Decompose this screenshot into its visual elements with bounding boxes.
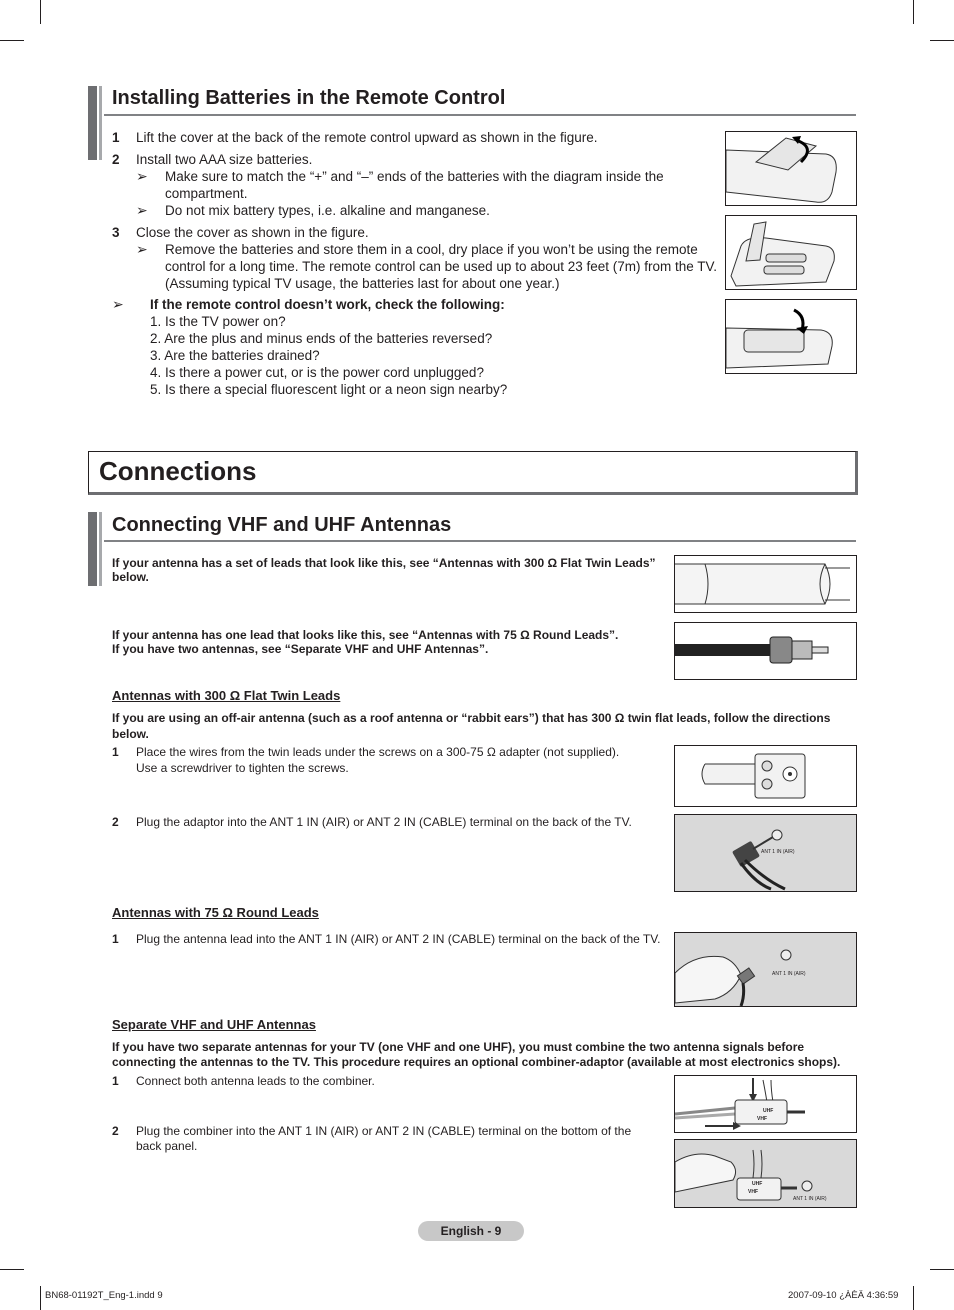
crop-mark [930,40,954,41]
step-number: 3 [112,225,120,240]
step-text: Install two AAA size batteries. [136,152,313,167]
step-number: 1 [112,1074,119,1088]
note-arrow-icon: ➢ [136,241,148,257]
step-number: 2 [112,1124,119,1138]
flat-twin-lead-figure [674,555,857,613]
crop-mark [930,1269,954,1270]
remote-close-cover-figure [725,299,857,374]
crop-mark [40,1286,41,1310]
crop-mark [0,40,24,41]
section-bar [88,86,104,160]
section-heading-antennas: Connecting VHF and UHF Antennas [112,514,452,536]
check-item: 4. Is there a power cut, or is the power cord unplugged? [150,365,484,380]
crop-mark [40,0,41,24]
note-text: control for a long time. The remote control can be used up to about 23 feet (7m) from the TV. [165,259,718,274]
step-text: Use a screwdriver to tighten the screws. [136,761,349,775]
step-text: back panel. [136,1139,198,1153]
separate-desc: If you have two separate antennas for your TV (one VHF and one UHF), you must combine the two antenna signals before [112,1040,805,1054]
step-text: Close the cover as shown in the figure. [136,225,369,240]
note-text: Remove the batteries and store them in a cool, dry place if you won’t be using the remote [165,242,698,257]
subsection-title-flat: Antennas with 300 Ω Flat Twin Leads [112,688,341,703]
intro-text: If you have two antennas, see “Separate VHF and UHF Antennas”. [112,642,489,656]
note-text: Make sure to match the “+” and “–” ends of the batteries with the diagram inside the [165,169,664,184]
flat-desc: below. [112,727,149,741]
subsection-title-round: Antennas with 75 Ω Round Leads [112,905,319,920]
separate-desc: connecting the antennas to the TV. This procedure requires an optional combiner-adaptor (available at most electronics shops). [112,1055,841,1069]
crop-mark [913,1286,914,1310]
flat-desc: If you are using an off-air antenna (such as a roof antenna or “rabbit ears”) that has 300 Ω twin flat leads, follow the directions [112,711,831,725]
step-number: 1 [112,932,119,946]
check-item: 3. Are the batteries drained? [150,348,320,363]
step-text: Plug the antenna lead into the ANT 1 IN (AIR) or ANT 2 IN (CABLE) terminal on the back of the TV. [136,932,661,946]
step-number: 2 [112,815,119,829]
note-arrow-icon: ➢ [136,202,148,218]
crop-mark [0,1269,24,1270]
note-text: compartment. [165,186,248,201]
section-heading-batteries: Installing Batteries in the Remote Control [112,87,506,109]
step-text: Plug the adaptor into the ANT 1 IN (AIR) or ANT 2 IN (CABLE) terminal on the back of the TV. [136,815,632,829]
note-arrow-icon: ➢ [112,296,124,312]
footer-filename: BN68-01192T_Eng-1.indd 9 [45,1290,163,1301]
step-text: Lift the cover at the back of the remote control upward as shown in the figure. [136,130,598,145]
check-item: 2. Are the plus and minus ends of the batteries reversed? [150,331,493,346]
adapter-screws-figure [674,745,857,807]
uhf-label: UHF [763,1108,774,1114]
adapter-to-tv-figure [674,814,857,892]
vhf-label: VHF [757,1116,767,1122]
subsection-title-separate: Separate VHF and UHF Antennas [112,1017,316,1032]
chapter-title: Connections [99,456,257,486]
remote-batteries-figure [725,215,857,290]
round-lead-figure [674,622,857,680]
terminal-label: ANT 1 IN (AIR) [793,1196,827,1202]
combiner-figure [674,1075,857,1133]
check-item: 5. Is there a special fluorescent light or a neon sign nearby? [150,382,508,397]
crop-mark [913,0,914,24]
vhf-label: VHF [748,1189,758,1195]
intro-text: below. [112,570,149,584]
note-arrow-icon: ➢ [136,168,148,184]
heading-rule [104,114,856,116]
intro-text: If your antenna has one lead that looks like this, see “Antennas with 75 Ω Round Leads”. [112,628,619,642]
terminal-label: ANT 1 IN (AIR) [761,849,795,855]
check-item: 1. Is the TV power on? [150,314,286,329]
step-number: 1 [112,745,119,759]
step-number: 2 [112,152,120,167]
combiner-to-tv-figure [674,1139,857,1208]
uhf-label: UHF [752,1181,763,1187]
note-text: (Assuming typical TV usage, the batteries last for about one year.) [165,276,560,291]
round-lead-to-tv-figure [674,932,857,1007]
intro-text: If your antenna has a set of leads that look like this, see “Antennas with 300 Ω Flat Twin Leads” [112,556,656,570]
footer-timestamp: 2007-09-10 ¿ÀÈÄ 4:36:59 [788,1290,899,1301]
step-number: 1 [112,130,120,145]
step-text: Connect both antenna leads to the combiner. [136,1074,375,1088]
remote-open-cover-figure [725,131,857,206]
heading-rule [104,540,856,542]
check-title: If the remote control doesn’t work, check the following: [150,297,505,312]
note-text: Do not mix battery types, i.e. alkaline and manganese. [165,203,490,218]
step-text: Place the wires from the twin leads under the screws on a 300-75 Ω adapter (not supplied). [136,745,620,759]
section-bar [88,512,104,586]
terminal-label: ANT 1 IN (AIR) [772,971,806,977]
page-number-badge: English - 9 [418,1221,524,1241]
step-text: Plug the combiner into the ANT 1 IN (AIR) or ANT 2 IN (CABLE) terminal on the bottom of the [136,1124,632,1138]
